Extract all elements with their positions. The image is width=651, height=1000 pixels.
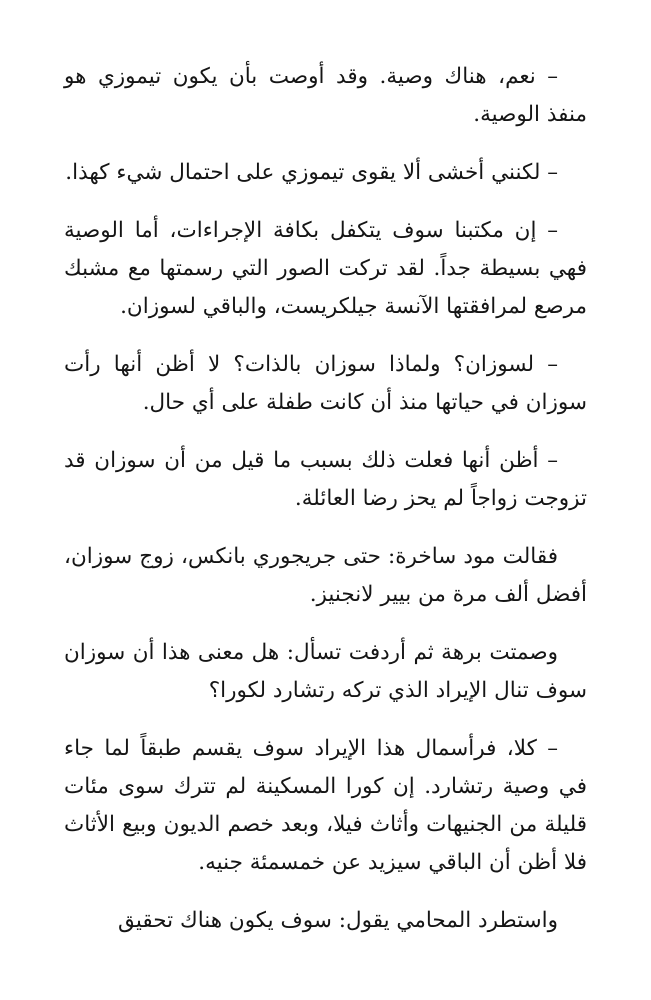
paragraph-8: – كلا، فرأسمال هذا الإيراد سوف يقسم طبقاً لما جاء في وصية رتشارد. إن كورا المسكينة لم تترك سوى مئات قليلة من الجنيهات وأثاث فيلا، وبعد خصم الديون وبيع الأثاث فلا أظن أن الباقي سيزيد عن خمسمئة جنيه. [64,736,587,875]
paragraph-1: – نعم، هناك وصية. وقد أوصت بأن يكون تيموزي هو منفذ الوصية. [64,64,587,127]
paragraph-5: – أظن أنها فعلت ذلك بسبب ما قيل من أن سوزان قد تزوجت زواجاً لم يحز رضا العائلة. [64,448,587,511]
paragraph-7: وصمتت برهة ثم أردفت تسأل: هل معنى هذا أن سوزان سوف تنال الإيراد الذي تركه رتشارد لكورا؟ [64,640,587,703]
paragraph-6: فقالت مود ساخرة: حتى جريجوري بانكس، زوج سوزان، أفضل ألف مرة من بيير لانجنيز. [64,544,587,607]
paragraph-4: – لسوزان؟ ولماذا سوزان بالذات؟ لا أظن أنها رأت سوزان في حياتها منذ أن كانت طفلة على أي حال. [64,352,587,415]
paragraph-9: واستطرد المحامي يقول: سوف يكون هناك تحقيق [117,908,558,933]
paragraph-3: – إن مكتبنا سوف يتكفل بكافة الإجراءات، أما الوصية فهي بسيطة جداً. لقد تركت الصور التي رسمتها مع مشبك مرصع لمرافقتها الآنسة جيلكريست، والباقي لسوزان. [64,218,587,319]
book-page [64,58,587,940]
paragraph-2: – لكنني أخشى ألا يقوى تيموزي على احتمال شيء كهذا. [65,160,558,185]
